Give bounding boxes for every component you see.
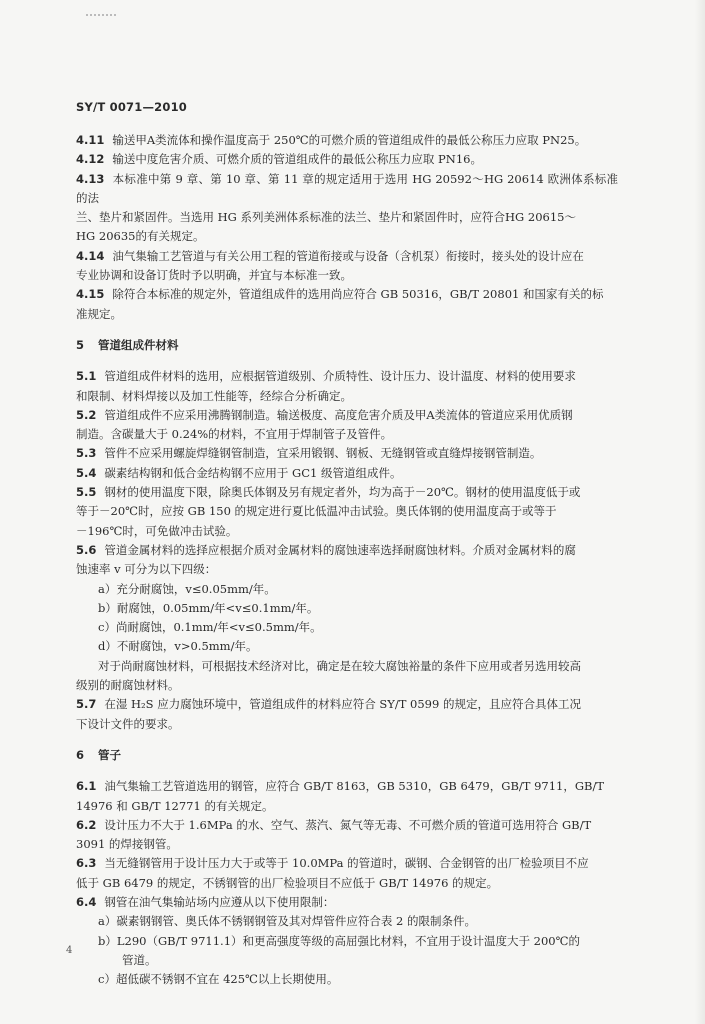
clause-number: 5.4 xyxy=(76,465,97,480)
corrosion-levels-list xyxy=(76,580,618,657)
clause-continuation-line: 14976 和 GB/T 12771 的有关规定。 xyxy=(76,798,274,813)
clauses-section-5 xyxy=(76,367,618,579)
clause-continuation-line: 蚀速率 v 可分为以下四级： xyxy=(76,562,217,577)
clause xyxy=(76,893,618,912)
clause-number: 5.1 xyxy=(76,369,97,384)
clause-number: 4.15 xyxy=(76,287,105,302)
clause xyxy=(76,247,618,286)
clause-text: 设计压力不大于 1.6MPa 的水、空气、蒸汽、氮气等无毒、不可燃介质的管道可选用符合 GB/T xyxy=(104,817,592,832)
clauses-section-4 xyxy=(76,131,618,324)
clause xyxy=(76,367,618,406)
section-6-heading xyxy=(76,746,618,765)
clause-text: 碳素结构钢和低合金结构钢不应用于 GC1 级管道组成件。 xyxy=(104,465,402,480)
corrosion-level-item: d）不耐腐蚀，v>0.5mm/年。 xyxy=(98,639,258,654)
clause-number: 6.2 xyxy=(76,817,97,832)
clause-first-line xyxy=(76,483,618,502)
clause xyxy=(76,777,618,816)
clause-number: 6.3 xyxy=(76,856,97,871)
corrosion-level-item: c）尚耐腐蚀，0.1mm/年<v≤0.5mm/年。 xyxy=(98,620,322,635)
clause-number: 6.1 xyxy=(76,779,97,794)
clause-text: 本标准中第 9 章、第 10 章、第 11 章的规定适用于选用 HG 20592～HG 20614 欧洲体系标准的法 xyxy=(76,171,618,205)
restriction-item-line: a）碳素钢钢管、奥氏体不锈钢钢管及其对焊管件应符合表 2 的限制条件。 xyxy=(98,914,476,929)
clause-continuation-line: 准规定。 xyxy=(76,306,122,321)
clause xyxy=(76,150,618,169)
document-body xyxy=(76,131,618,989)
clauses-section-6 xyxy=(76,777,618,912)
clause-continuation-line: －196℃时，可免做冲击试验。 xyxy=(76,523,238,538)
note-line: 对于尚耐腐蚀材料，可根据技术经济对比，确定是在较大腐蚀裕量的条件下应用或者另选用较高 xyxy=(98,658,581,673)
section-title: 管子 xyxy=(98,747,122,762)
clause-text: 管道组成件不应采用沸腾钢制造。输送极度、高度危害介质及甲A类流体的管道应采用优质钢 xyxy=(104,407,573,422)
clause-continuation-line: 等于－20℃时，应按 GB 150 的规定进行夏比低温冲击试验。奥氏体钢的使用温度高于或等于 xyxy=(76,504,557,519)
clause-first-line xyxy=(76,541,618,560)
corrosion-level-item: b）耐腐蚀，0.05mm/年<v≤0.1mm/年。 xyxy=(98,600,319,615)
clause-text: 钢管在油气集输站场内应遵从以下使用限制： xyxy=(104,894,335,909)
clause-text: 除符合本标准的规定外，管道组成件的选用尚应符合 GB 50316，GB/T 20801 和国家有关的标 xyxy=(112,287,604,302)
clause-first-line xyxy=(76,170,618,209)
section-title: 管道组成件材料 xyxy=(98,337,179,352)
clause-number: 4.14 xyxy=(76,248,105,263)
clause-text: 油气集输工艺管道选用的钢管，应符合 GB/T 8163，GB 5310，GB 6479，GB/T 9711，GB/T xyxy=(104,779,605,794)
clause-first-line xyxy=(76,464,618,483)
note-line: 级别的耐腐蚀材料。 xyxy=(76,678,180,693)
clause-first-line xyxy=(76,131,618,150)
clause-continuation-line: 低于 GB 6479 的规定，不锈钢管的出厂检验项目不应低于 GB/T 14976 的规定。 xyxy=(76,875,499,890)
clause-number: 5.6 xyxy=(76,542,97,557)
clause xyxy=(76,816,618,855)
clause xyxy=(76,131,618,150)
clause-5-7 xyxy=(76,695,618,734)
clause xyxy=(76,406,618,445)
clause-number: 4.11 xyxy=(76,133,105,147)
clause-first-line xyxy=(76,150,618,169)
section-number: 5 xyxy=(76,337,85,352)
clause xyxy=(76,444,618,463)
section-5-heading xyxy=(76,336,618,355)
clause-number: 6.4 xyxy=(76,894,97,909)
clause-continuation-line: 和限制、材料焊接以及加工性能等，经综合分析确定。 xyxy=(76,388,352,403)
clause-text: 油气集输工艺管道与有关公用工程的管道衔接或与设备（含机泵）衔接时，接头处的设计应在 xyxy=(112,248,584,263)
clause-text: 钢材的使用温度下限，除奥氏体钢及另有规定者外，均为高于－20℃。钢材的使用温度低于或 xyxy=(104,485,581,500)
clause-first-line xyxy=(76,247,618,266)
clause-number: 5.5 xyxy=(76,485,97,500)
standard-number-header: SY/T 0071—2010 xyxy=(76,100,187,114)
clause-text: 当无缝钢管用于设计压力大于或等于 10.0MPa 的管道时，碳钢、合金钢管的出厂检验项目不应 xyxy=(104,856,589,871)
clause-text: 在湿 H₂S 应力腐蚀环境中，管道组成件的材料应符合 SY/T 0599 的规定，且应符合具体工况 xyxy=(104,697,581,712)
page-edge xyxy=(695,0,705,1024)
clause-text: 管件不应采用螺旋焊缝钢管制造，宜采用锻钢、钢板、无缝钢管或直缝焊接钢管制造。 xyxy=(104,446,542,461)
clause-text: 输送甲A类流体和操作温度高于 250℃的可燃介质的管道组成件的最低公称压力应取 PN25。 xyxy=(112,133,587,147)
clause-first-line xyxy=(76,854,618,873)
clause-first-line xyxy=(76,444,618,463)
clause-text: 管道组成件材料的选用，应根据管道级别、介质特性、设计压力、设计温度、材料的使用要求 xyxy=(104,369,576,384)
clause-first-line xyxy=(76,406,618,425)
clause-continuation-line: 3091 的焊接钢管。 xyxy=(76,837,178,852)
clause xyxy=(76,854,618,893)
clause-continuation-line: 下设计文件的要求。 xyxy=(76,716,180,731)
section-number: 6 xyxy=(76,747,85,762)
clause-first-line xyxy=(76,367,618,386)
clause-number: 5.2 xyxy=(76,407,97,422)
corrosion-level-item: a）充分耐腐蚀，v≤0.05mm/年。 xyxy=(98,581,276,596)
clause-continuation-line: 兰、垫片和紧固件。当选用 HG 系列美洲体系标准的法兰、垫片和紧固件时，应符合HG 20615～ xyxy=(76,210,576,225)
clause xyxy=(76,285,618,324)
clause xyxy=(76,170,618,247)
corrosion-note xyxy=(76,657,618,696)
clause-first-line xyxy=(76,816,618,835)
clause-first-line xyxy=(76,893,618,912)
clause-number: 4.12 xyxy=(76,152,105,167)
scan-mark xyxy=(86,14,116,16)
clause-continuation-line: HG 20635的有关规定。 xyxy=(76,229,205,244)
clause xyxy=(76,464,618,483)
restriction-item-line: 管道。 xyxy=(122,952,157,967)
clause-number: 5.3 xyxy=(76,446,97,461)
clause-first-line xyxy=(76,777,618,796)
clause xyxy=(76,541,618,580)
clause-first-line xyxy=(76,285,618,304)
usage-restrictions-list xyxy=(76,912,618,989)
clause xyxy=(76,483,618,541)
clause-number: 5.7 xyxy=(76,697,97,712)
restriction-item-line: b）L290（GB/T 9711.1）和更高强度等级的高屈强比材料，不宜用于设计温度大于 200℃的 xyxy=(98,933,580,948)
clause-first-line xyxy=(76,695,618,714)
clause-number: 4.13 xyxy=(76,171,105,186)
clause-text: 输送中度危害介质、可燃介质的管道组成件的最低公称压力应取 PN16。 xyxy=(112,152,482,167)
clause-continuation-line: 制造。含碳量大于 0.24%的材料，不宜用于焊制管子及管件。 xyxy=(76,427,393,442)
clause-continuation-line: 专业协调和设备订货时予以明确，并宜与本标准一致。 xyxy=(76,268,352,283)
page-number: 4 xyxy=(66,945,73,956)
clause-text: 管道金属材料的选择应根据介质对金属材料的腐蚀速率选择耐腐蚀材料。介质对金属材料的腐 xyxy=(104,542,576,557)
clause xyxy=(76,695,618,734)
restriction-item-line: c）超低碳不锈钢不宜在 425℃以上长期使用。 xyxy=(98,972,339,987)
